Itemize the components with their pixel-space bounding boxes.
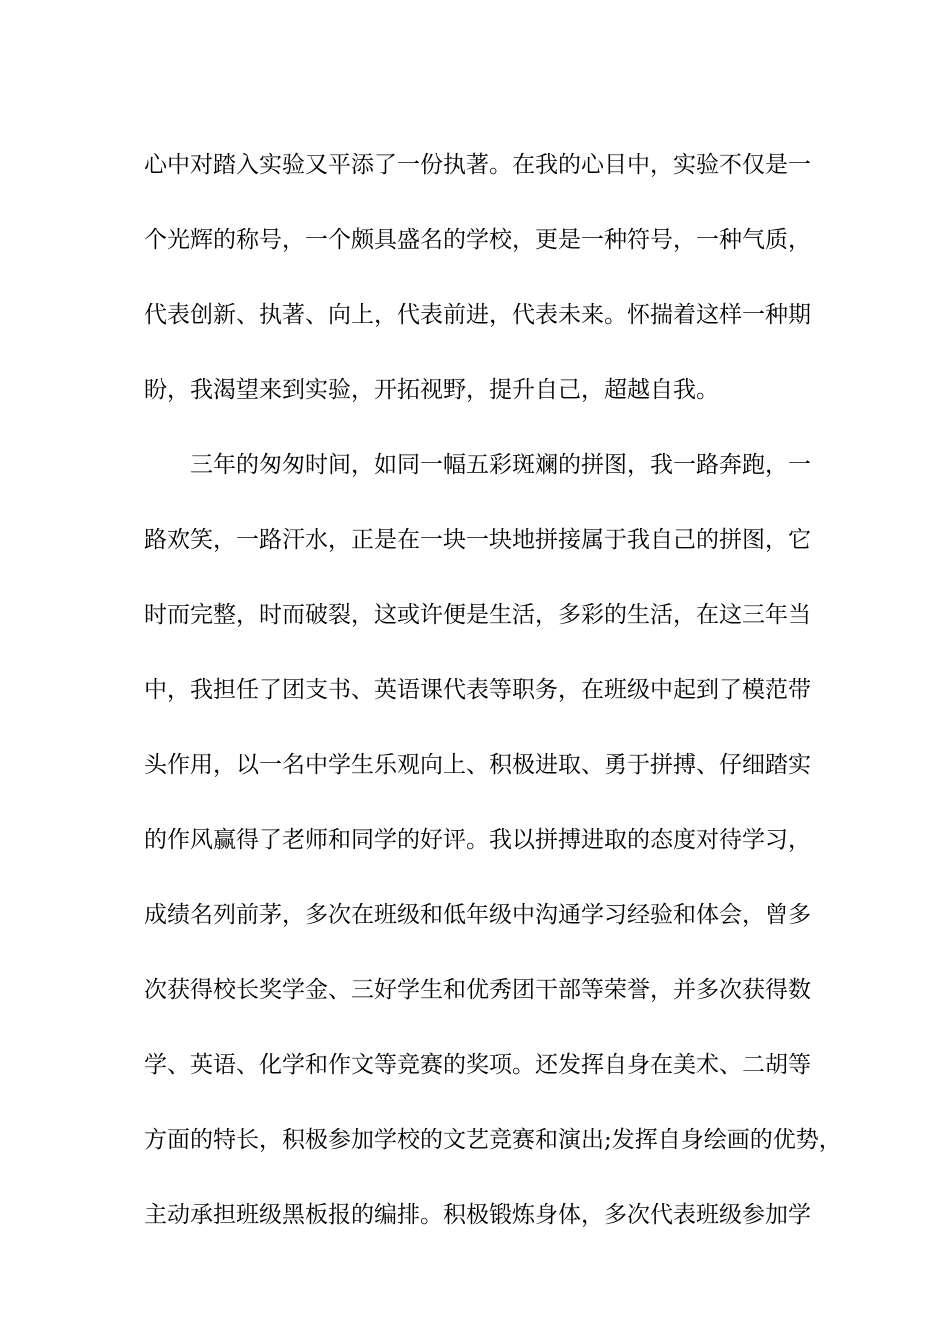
text-line: 成绩名列前茅，多次在班级和低年级中沟通学习经验和体会，曾多 — [144, 902, 811, 928]
paragraph-1 — [144, 128, 824, 428]
text-line: 头作用，以一名中学生乐观向上、积极进取、勇于拼搏、仔细踏实 — [144, 752, 811, 778]
text-line: 次获得校长奖学金、三好学生和优秀团干部等荣誉，并多次获得数 — [144, 977, 811, 1003]
text-line: 盼，我渴望来到实验，开拓视野，提升自己，超越自我。 — [144, 377, 719, 403]
text-line: 方面的特长，积极参加学校的文艺竞赛和演出;发挥自身绘画的优势， — [144, 1127, 842, 1153]
text-line: 心中对踏入实验又平添了一份执著。在我的心目中，实验不仅是一 — [144, 152, 811, 178]
paragraph-2 — [144, 428, 842, 1253]
body-text — [144, 128, 842, 1253]
text-line: 中，我担任了团支书、英语课代表等职务，在班级中起到了模范带 — [144, 677, 811, 703]
text-line: 学、英语、化学和作文等竞赛的奖项。还发挥自身在美术、二胡等 — [144, 1052, 811, 1078]
text-line: 的作风赢得了老师和同学的好评。我以拼搏进取的态度对待学习， — [144, 827, 811, 853]
text-line: 主动承担班级黑板报的编排。积极锻炼身体，多次代表班级参加学 — [144, 1202, 811, 1228]
text-line: 代表创新、执著、向上，代表前进，代表未来。怀揣着这样一种期 — [144, 302, 811, 328]
text-line: 个光辉的称号，一个颇具盛名的学校，更是一种符号，一种气质， — [144, 227, 811, 253]
text-line-indented: 三年的匆匆时间，如同一幅五彩斑斓的拼图，我一路奔跑，一 — [190, 452, 811, 478]
text-line: 时而完整，时而破裂，这或许便是生活，多彩的生活，在这三年当 — [144, 602, 811, 628]
text-line: 路欢笑，一路汗水，正是在一块一块地拼接属于我自己的拼图，它 — [144, 527, 811, 553]
